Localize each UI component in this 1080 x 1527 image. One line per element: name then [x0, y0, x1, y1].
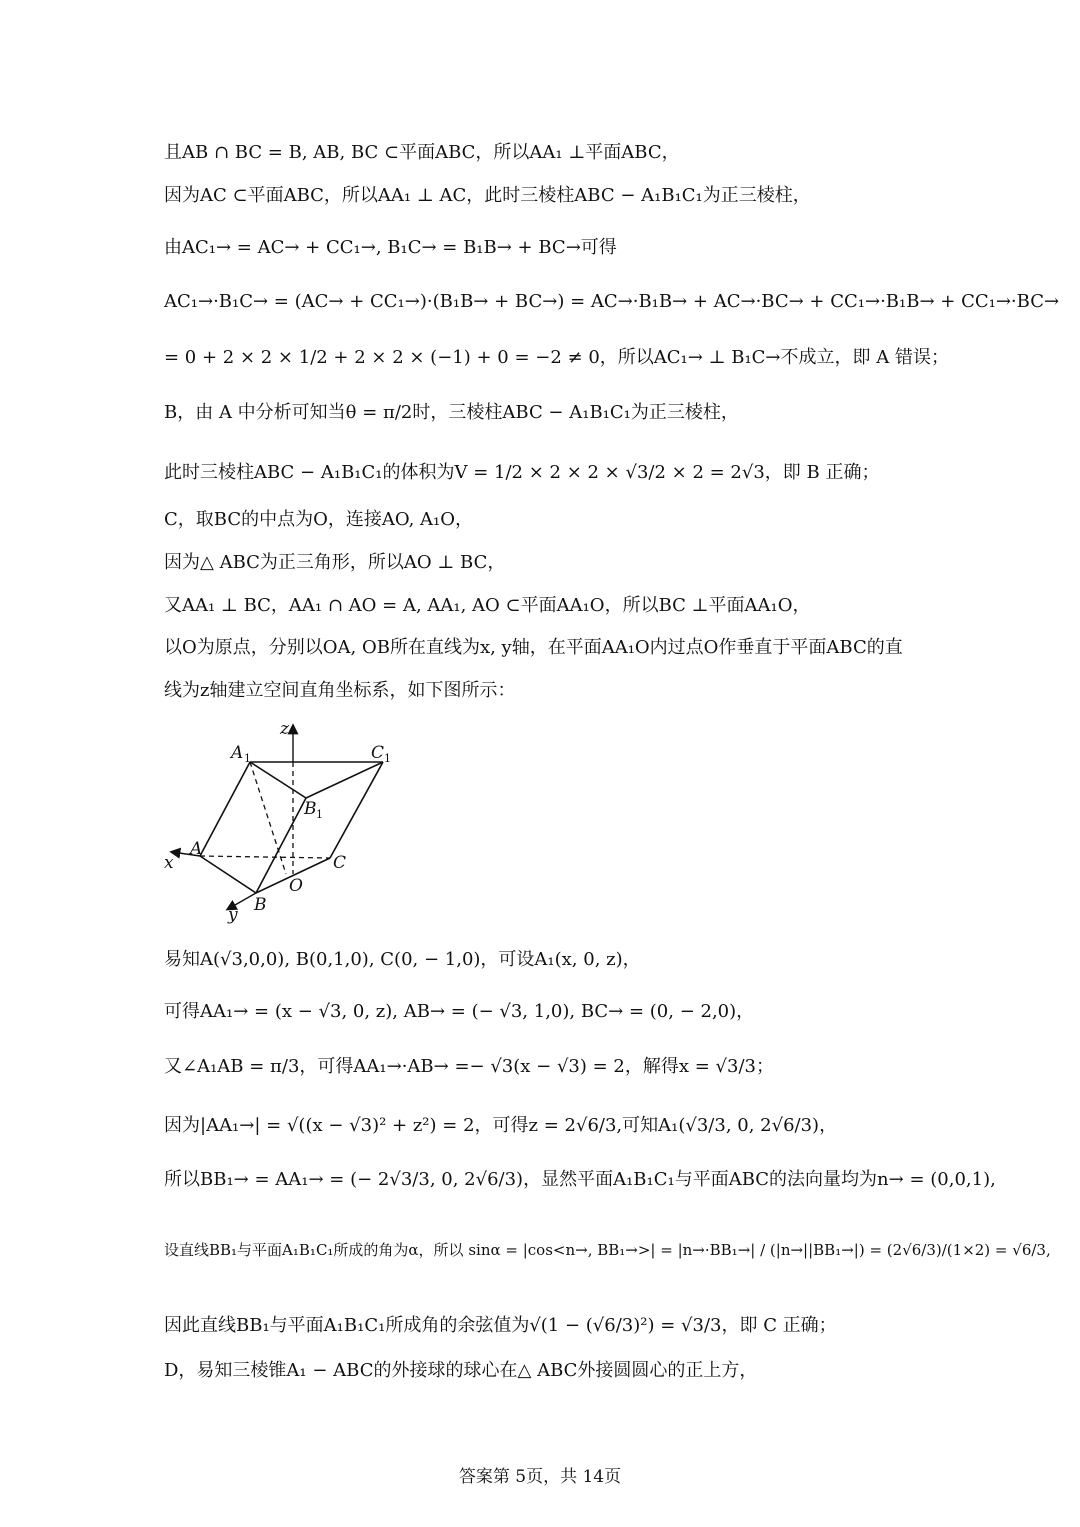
text-line-7: 此时三棱柱ABC − A₁B₁C₁的体积为V = 1/2 × 2 × 2 × √3/2 × 2 = 2√3，即 B 正确； [164, 462, 880, 483]
label-b1-subscript: 1 [316, 808, 323, 821]
edge-a-b [200, 856, 256, 893]
prism-diagram [158, 716, 418, 926]
text-line-19: 因此直线BB₁与平面A₁B₁C₁所成角的余弦值为√(1 − (√6/3)²) = √3/3，即 C 正确； [164, 1315, 837, 1336]
text-line-18: 设直线BB₁与平面A₁B₁C₁所成的角为α，所以 sinα = |cos<n→, BB₁→>| = |n→·BB₁→| / (|n→||BB₁→|) = (2√6/3)/(1×2) = √6/3, [164, 1241, 1051, 1259]
label-c1-subscript: 1 [384, 752, 391, 765]
edge-c-c1 [330, 762, 383, 858]
text-line-8: C，取BC的中点为O，连接AO, A₁O， [164, 509, 473, 530]
label-b: B [254, 895, 267, 915]
text-line-5: = 0 + 2 × 2 × 1/2 + 2 × 2 × (−1) + 0 = −2 ≠ 0，所以AC₁→ ⊥ B₁C→不成立，即 A 错误； [164, 347, 949, 368]
edge-b1-c1 [306, 762, 383, 798]
label-x: x [164, 853, 174, 873]
text-line-2: 因为AC ⊂平面ABC，所以AA₁ ⊥ AC，此时三棱柱ABC − A₁B₁C₁为正三棱柱， [164, 185, 811, 206]
text-line-4: AC₁→·B₁C→ = (AC→ + CC₁→)·(B₁B→ + BC→) = AC→·B₁B→ + AC→·BC→ + CC₁→·B₁B→ + CC₁→·BC→ [164, 291, 1060, 312]
label-b1: B [304, 799, 317, 819]
text-line-16: 因为|AA₁→| = √((x − √3)² + z²) = 2，可得z = 2√6/3,可知A₁(√3/3, 0, 2√6/3)， [164, 1115, 838, 1136]
label-y: y [228, 905, 238, 925]
page-footer: 答案第 5页，共 14页 [458, 1467, 622, 1487]
text-line-13: 易知A(√3,0,0), B(0,1,0), C(0, − 1,0)，可设A₁(x, 0, z)， [164, 949, 641, 970]
text-line-1: 且AB ∩ BC = B, AB, BC ⊂平面ABC，所以AA₁ ⊥平面ABC， [164, 142, 680, 163]
text-line-14: 可得AA₁→ = (x − √3, 0, z), AB→ = (− √3, 1,0), BC→ = (0, − 2,0)， [164, 1001, 755, 1022]
edge-a-c-hidden [200, 856, 330, 858]
label-a1: A [231, 743, 244, 763]
label-z: z [280, 719, 289, 739]
text-line-11: 以O为原点，分别以OA, OB所在直线为x, y轴，在平面AA₁O内过点O作垂直于平面ABC的直 [164, 637, 903, 658]
text-line-9: 因为△ ABC为正三角形，所以AO ⊥ BC， [164, 552, 506, 573]
edge-a-a1 [200, 762, 250, 856]
text-line-15: 又∠A₁AB = π/3，可得AA₁→·AB→ =− √3(x − √3) = 2，解得x = √3/3； [164, 1056, 774, 1077]
label-c1: C [371, 743, 385, 763]
prism-coordinate-figure [158, 716, 418, 926]
text-line-6: B，由 A 中分析可知当θ = π/2时，三棱柱ABC − A₁B₁C₁为正三棱柱， [164, 402, 739, 423]
text-line-20: D，易知三棱锥A₁ − ABC的外接球的球心在△ ABC外接圆圆心的正上方， [164, 1360, 758, 1381]
text-line-17: 所以BB₁→ = AA₁→ = (− 2√3/3, 0, 2√6/3)，显然平面A₁B₁C₁与平面ABC的法向量均为n→ = (0,0,1), [164, 1169, 996, 1190]
text-line-3: 由AC₁→ = AC→ + CC₁→, B₁C→ = B₁B→ + BC→可得 [164, 237, 617, 258]
label-o: O [289, 876, 303, 896]
edge-a1-b1 [250, 762, 306, 798]
text-line-10: 又AA₁ ⊥ BC，AA₁ ∩ AO = A, AA₁, AO ⊂平面AA₁O，所以BC ⊥平面AA₁O， [164, 595, 811, 616]
text-line-12: 线为z轴建立空间直角坐标系，如下图所示： [164, 680, 516, 701]
label-c: C [333, 853, 347, 873]
label-a: A [190, 839, 203, 859]
label-a1-subscript: 1 [244, 752, 251, 765]
